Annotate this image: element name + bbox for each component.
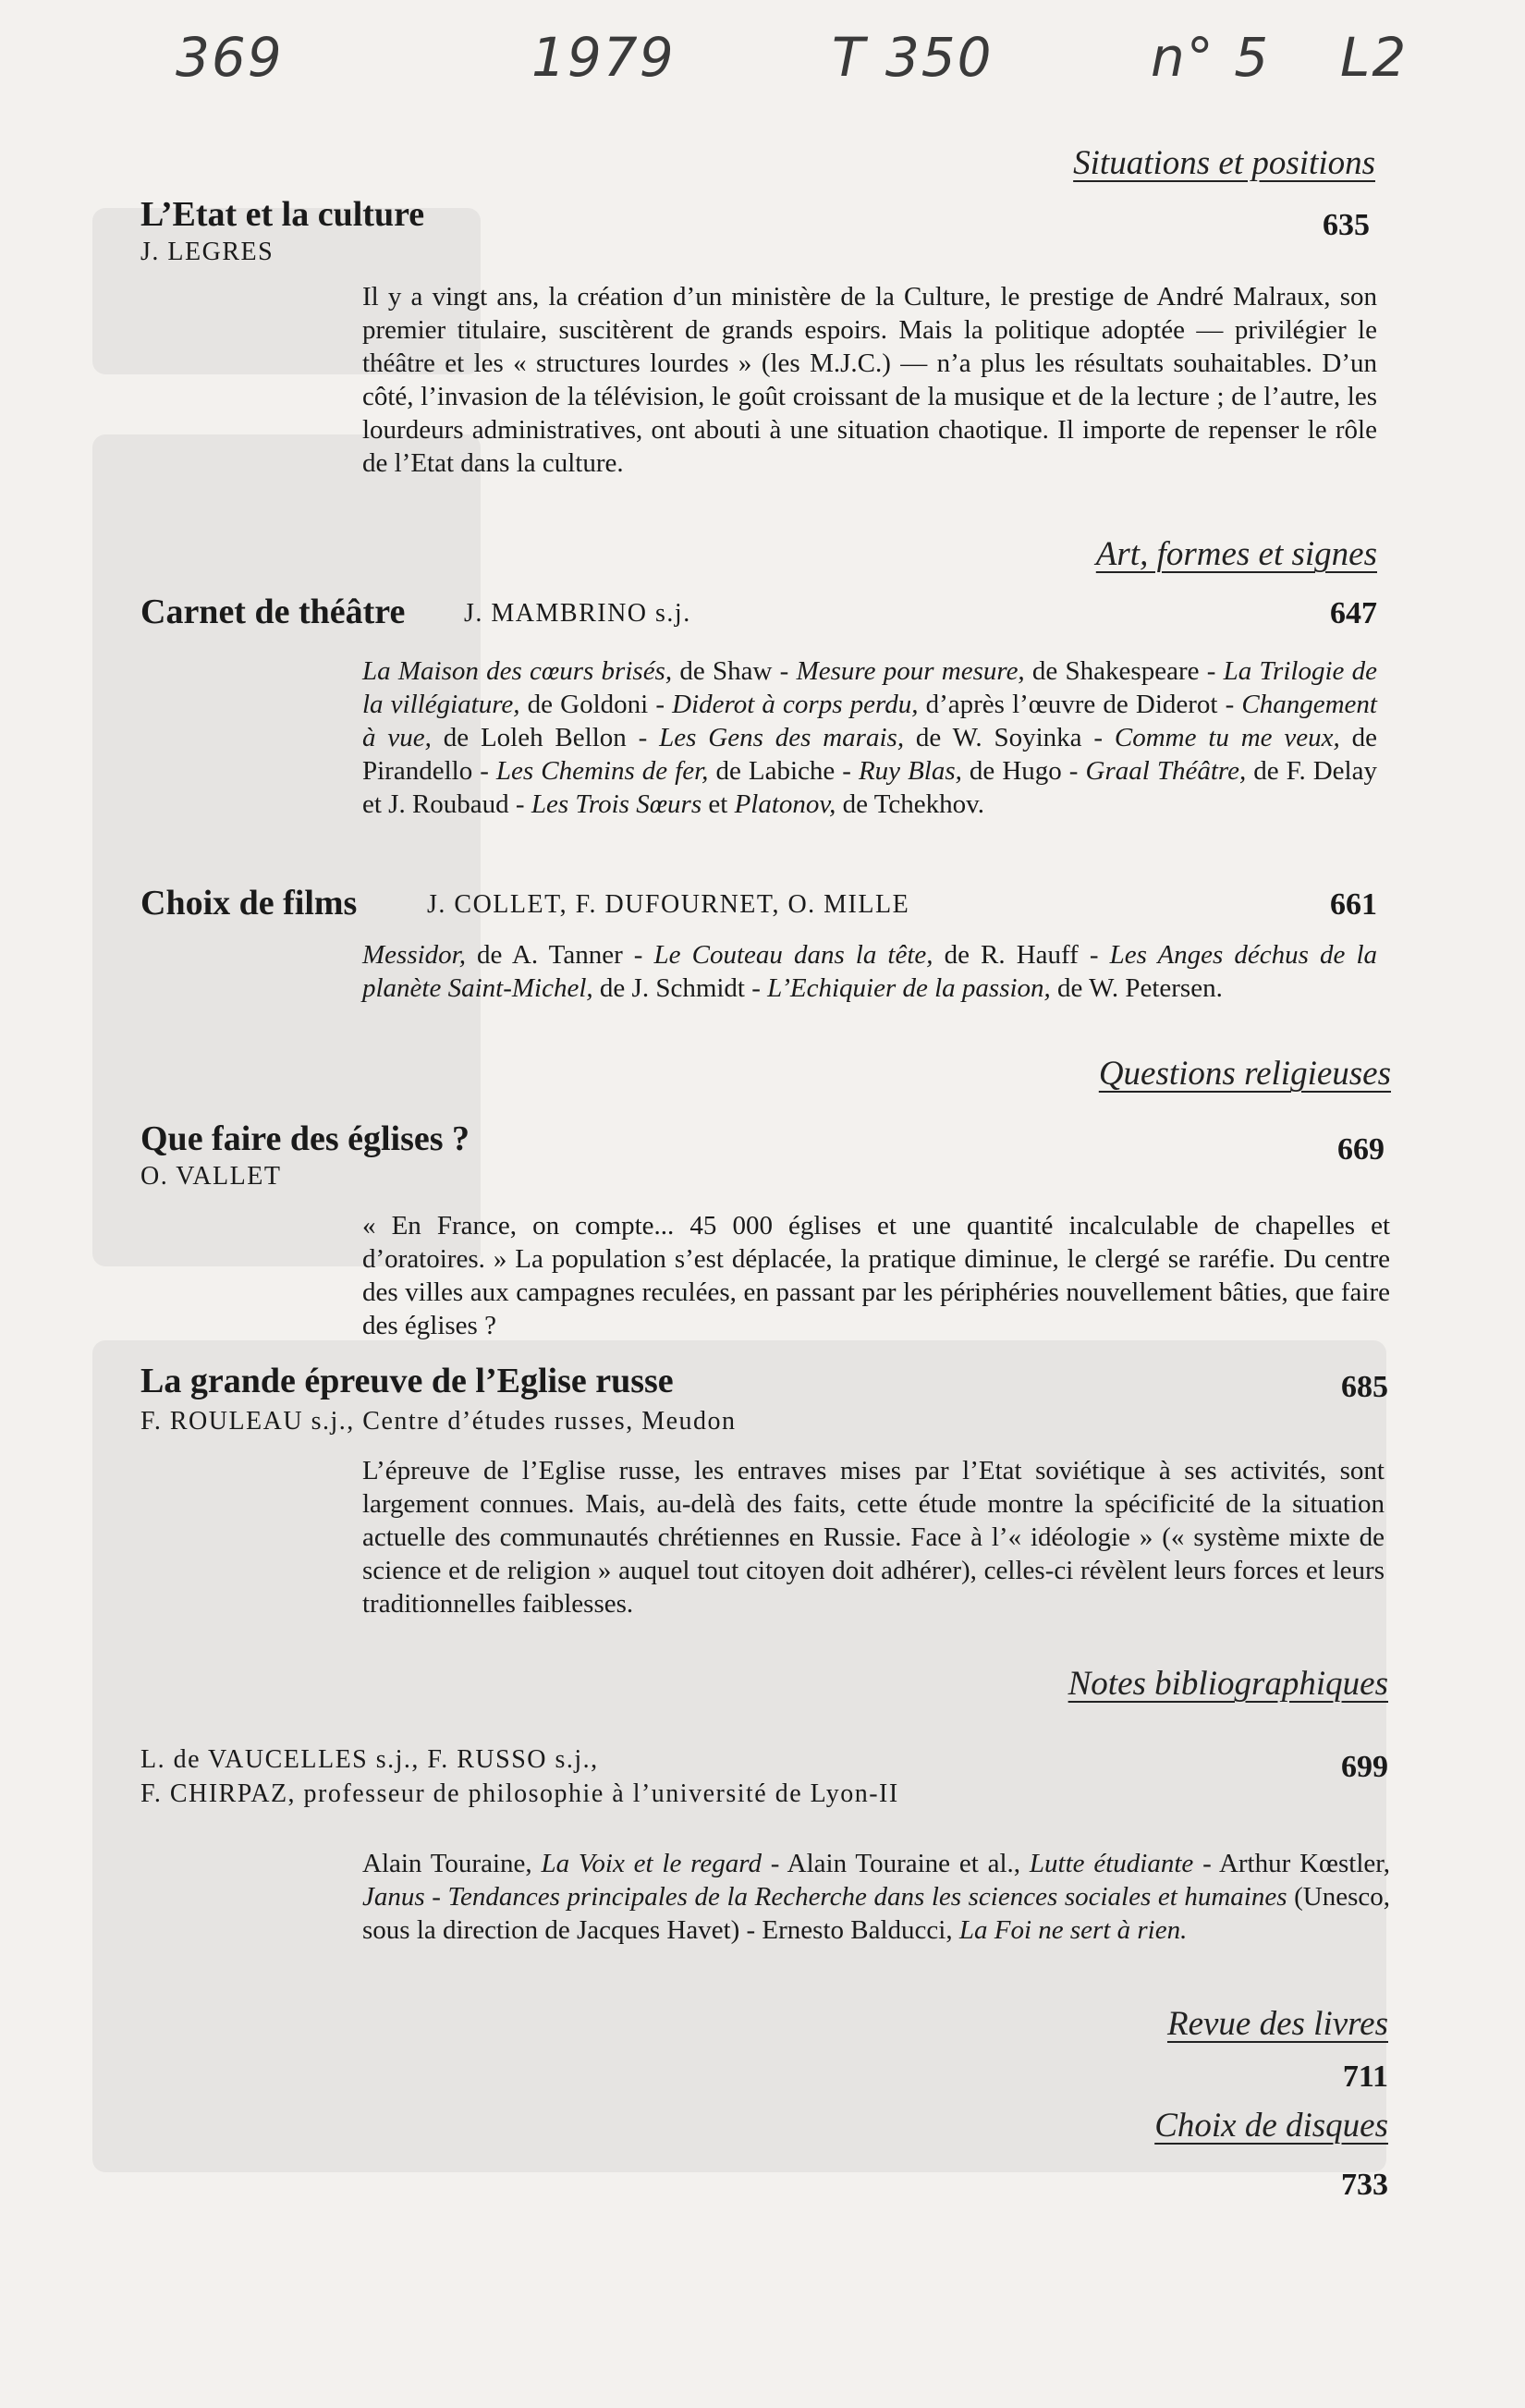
abstract-text: de Hugo -	[961, 756, 1086, 786]
abstract-text: de Shaw -	[672, 656, 797, 686]
abstract-text: de Loleh Bellon -	[431, 723, 660, 752]
article-author: O. VALLET	[140, 1162, 282, 1191]
abstract-text: de Pirandello -	[362, 723, 1378, 786]
abstract-text: de Goldoni -	[519, 690, 673, 719]
italic-work-title: La Foi ne sert à rien.	[958, 1915, 1188, 1945]
handwritten-note: 369	[176, 26, 284, 89]
italic-work-title: Ruy Blas,	[858, 756, 962, 786]
page-number: 635	[1323, 208, 1370, 242]
section-heading: Art, formes et signes	[1095, 535, 1377, 573]
page-number: 669	[1337, 1132, 1385, 1167]
article-title: Choix de films	[140, 884, 358, 923]
article-author: L. de VAUCELLES s.j., F. RUSSO s.j.,	[140, 1745, 599, 1774]
italic-work-title: Lutte étudiante	[1029, 1849, 1194, 1878]
italic-work-title: La Trilogie de la villégiature,	[362, 656, 1377, 719]
article-author: F. CHIRPAZ, professeur de philosophie à l’université de Lyon-II	[140, 1779, 899, 1808]
abstract-text: (Unesco, sous la direction de Jacques Havet) - Ernesto Balducci,	[362, 1882, 1390, 1945]
italic-work-title: Platonov,	[734, 789, 836, 819]
italic-work-title: Messidor,	[362, 940, 466, 970]
abstract-text: de Tchekhov.	[836, 789, 985, 819]
abstract-text: - Alain Touraine et al.,	[761, 1849, 1030, 1878]
italic-work-title: La Voix et le regard	[541, 1849, 762, 1878]
article-author: J. COLLET, F. DUFOURNET, O. MILLE	[427, 890, 910, 919]
abstract-text: -	[424, 1882, 448, 1912]
italic-work-title: Tendances principales de la Recherche dans les sciences sociales et humaines	[447, 1882, 1287, 1912]
italic-work-title: Graal Théâtre,	[1085, 756, 1247, 786]
article-author: F. ROULEAU s.j., Centre d’études russes, Meudon	[140, 1407, 737, 1436]
abstract-text: de R. Hauff -	[933, 940, 1110, 970]
section-heading: Choix de disques	[1154, 2107, 1388, 2145]
italic-work-title: Mesure pour mesure,	[796, 656, 1025, 686]
italic-work-title: La Maison des cœurs brisés,	[362, 656, 673, 686]
italic-work-title: Les Trois Sœurs	[531, 789, 702, 819]
article-abstract: Il y a vingt ans, la création d’un ministère de la Culture, le prestige de André Malraux, son premier titulaire, suscitèrent de grands espoirs. Mais la politique adoptée — privilégier le théâtre et les « structures lourdes » (les M.J.C.) — n’a plus les résultats souhaitables. D’un côté, l’invasion de la télévision, le goût croissant de la musique et de la lecture ; de l’autre, les lourdeurs administratives, ont abouti à une situation chaotique. Il importe de repenser le rôle de l’Etat dans la culture.	[362, 282, 1377, 478]
italic-work-title: Les Anges déchus de la planète Saint-Michel,	[362, 940, 1377, 1003]
section-heading: Situations et positions	[1073, 144, 1375, 182]
article-title: L’Etat et la culture	[140, 195, 425, 234]
article-title: Carnet de théâtre	[140, 593, 406, 631]
abstract-text: de A. Tanner -	[465, 940, 654, 970]
abstract-text: Alain Touraine,	[362, 1849, 542, 1878]
italic-work-title: Les Chemins de fer,	[495, 756, 709, 786]
page-number: 647	[1330, 596, 1377, 630]
italic-work-title: L’Echiquier de la passion,	[767, 973, 1051, 1003]
abstract-text: de W. Soyinka -	[904, 723, 1115, 752]
handwritten-note: 1979	[531, 26, 676, 89]
article-author: J. LEGRES	[140, 238, 274, 266]
italic-work-title: Les Gens des marais,	[659, 723, 905, 752]
section-heading: Notes bibliographiques	[1068, 1665, 1388, 1703]
handwritten-note: L2	[1340, 26, 1409, 89]
italic-work-title: Le Couteau dans la tête,	[653, 940, 933, 970]
abstract-text: de Labiche -	[708, 756, 859, 786]
handwritten-note: n° 5	[1151, 26, 1271, 89]
abstract-text: d’après l’œuvre de Diderot -	[918, 690, 1242, 719]
article-title: La grande épreuve de l’Eglise russe	[140, 1362, 674, 1400]
abstract-text: de W. Petersen.	[1050, 973, 1223, 1003]
handwritten-note: T 350	[832, 26, 994, 89]
abstract-text: - Arthur Kœstler,	[1193, 1849, 1390, 1878]
page-number: 685	[1341, 1370, 1388, 1404]
page-number: 661	[1330, 887, 1377, 922]
article-abstract	[362, 654, 1377, 821]
page-number: 711	[1342, 2060, 1388, 2094]
abstract-text: de F. Delay et J. Roubaud -	[362, 756, 1377, 819]
section-heading: Questions religieuses	[1098, 1055, 1391, 1093]
article-author: J. MAMBRINO s.j.	[464, 599, 691, 628]
section-heading: Revue des livres	[1166, 2005, 1388, 2043]
abstract-text: de J. Schmidt -	[592, 973, 768, 1003]
abstract-text: de Shakespeare -	[1024, 656, 1224, 686]
italic-work-title: Comme tu me veux,	[1114, 723, 1340, 752]
article-abstract	[362, 1847, 1390, 1947]
italic-work-title: Janus	[362, 1882, 425, 1912]
article-abstract: « En France, on compte... 45 000 églises et une quantité incalculable de chapelles et d’oratoires. » La population s’est déplacée, la pratique diminue, le clergé se raréfie. Du centre des villes aux campagnes reculées, en passant par les périphéries nouvellement bâties, que faire des églises ?	[362, 1211, 1390, 1340]
article-abstract: L’épreuve de l’Eglise russe, les entraves mises par l’Etat soviétique à ses activités, sont largement connues. Mais, au-delà des faits, cette étude montre la spécificité de la situation actuelle des communautés chrétiennes en Russie. Face à l’« idéologie » (« système mixte de science et de religion » auquel tout citoyen doit adhérer), celles-ci révèlent leurs forces et leurs traditionnelles faiblesses.	[362, 1456, 1385, 1619]
page-number: 699	[1341, 1750, 1388, 1784]
italic-work-title: Diderot à corps perdu,	[672, 690, 919, 719]
italic-work-title: Changement à vue,	[362, 690, 1377, 752]
article-abstract	[362, 938, 1377, 1005]
article-title: Que faire des églises ?	[140, 1119, 470, 1158]
abstract-text: et	[702, 789, 735, 819]
page-number: 733	[1341, 2168, 1388, 2202]
